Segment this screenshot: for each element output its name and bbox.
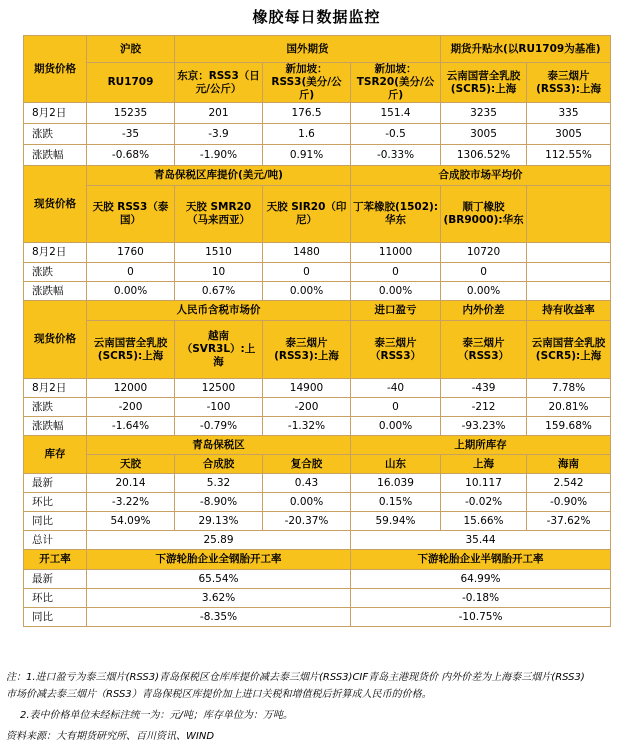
row-label: 同比 xyxy=(24,512,87,531)
cell: -200 xyxy=(263,398,351,417)
table-row xyxy=(24,124,611,145)
row-label: 涨跌 xyxy=(24,398,87,417)
cell: -200 xyxy=(87,398,175,417)
col-header: 云南国营全乳胶(SCR5):上海 xyxy=(527,321,611,379)
qingdao-price-header: 青岛保税区库提价(美元/吨) xyxy=(87,166,351,186)
cell: 15235 xyxy=(87,103,175,124)
col-header: 东京：RSS3（日元/公斤） xyxy=(175,63,263,103)
cell: 20.81% xyxy=(527,398,611,417)
cell: 112.55% xyxy=(527,145,611,166)
col-header: 合成胶 xyxy=(175,455,263,474)
cell: 0.00% xyxy=(441,282,527,301)
table-row xyxy=(24,531,611,550)
row-label: 最新 xyxy=(24,474,87,493)
col-header: 顺丁橡胶(BR9000):华东 xyxy=(441,186,527,243)
empty-header xyxy=(527,186,611,243)
neiwai-header: 内外价差 xyxy=(441,301,527,321)
table-row xyxy=(24,282,611,301)
cell: 159.68% xyxy=(527,417,611,436)
hecheng-price-header: 合成胶市场平均价 xyxy=(351,166,611,186)
cell: -0.18% xyxy=(351,589,611,608)
cell xyxy=(527,243,611,263)
operating-section-label: 开工率 xyxy=(24,550,87,570)
cell: 0.00% xyxy=(263,282,351,301)
cell: 3.62% xyxy=(87,589,351,608)
cell: 12500 xyxy=(175,379,263,398)
cell: 0 xyxy=(263,263,351,282)
note-line-1: 注：1.进口盈亏为泰三烟片(RSS3)青岛保税区仓库库提价减去泰三烟片(RSS3)CIF青岛主港现货价 内外价差为上海泰三烟片(RSS3) xyxy=(6,672,585,683)
cell: 335 xyxy=(527,103,611,124)
guowai-header: 国外期货 xyxy=(175,36,441,63)
cell: 0.00% xyxy=(87,282,175,301)
cell: 151.4 xyxy=(351,103,441,124)
cell: 3235 xyxy=(441,103,527,124)
table-row xyxy=(24,379,611,398)
cell: 1510 xyxy=(175,243,263,263)
data-source: 资料来源：大有期货研究所、百川资讯、WIND xyxy=(6,731,215,742)
row-label: 同比 xyxy=(24,608,87,627)
row-label: 涨跌幅 xyxy=(24,282,87,301)
col-header: 泰三烟片(RSS3):上海 xyxy=(263,321,351,379)
cell: 14900 xyxy=(263,379,351,398)
cell: -0.5 xyxy=(351,124,441,145)
cell: 0 xyxy=(87,263,175,282)
table-row xyxy=(24,512,611,531)
col-header: 新加坡：TSR20(美分/公斤) xyxy=(351,63,441,103)
row-label: 涨跌 xyxy=(24,263,87,282)
cell: -0.02% xyxy=(441,493,527,512)
row-label: 最新 xyxy=(24,570,87,589)
chiyou-header: 持有收益率 xyxy=(527,301,611,321)
cell: -8.90% xyxy=(175,493,263,512)
row-label: 总计 xyxy=(24,531,87,550)
cell: -1.90% xyxy=(175,145,263,166)
cell: -212 xyxy=(441,398,527,417)
cell: 11000 xyxy=(351,243,441,263)
col-header: 山东 xyxy=(351,455,441,474)
col-header: 天胶 RSS3（泰国） xyxy=(87,186,175,243)
cell: 1306.52% xyxy=(441,145,527,166)
row-label: 环比 xyxy=(24,589,87,608)
col-header: 天胶 xyxy=(87,455,175,474)
cell: 1480 xyxy=(263,243,351,263)
cell: -439 xyxy=(441,379,527,398)
cell: -8.35% xyxy=(87,608,351,627)
cell: -10.75% xyxy=(351,608,611,627)
col-header: 丁苯橡胶(1502):华东 xyxy=(351,186,441,243)
cell: 64.99% xyxy=(351,570,611,589)
qingdao-inventory-header: 青岛保税区 xyxy=(87,436,351,455)
cell: -1.32% xyxy=(263,417,351,436)
footnotes xyxy=(6,669,628,745)
rubber-data-table xyxy=(23,35,611,627)
row-label: 涨跌幅 xyxy=(24,145,87,166)
futures-section-label: 期货价格 xyxy=(24,36,87,103)
table-row xyxy=(24,474,611,493)
spot2-section-label: 现货价格 xyxy=(24,301,87,379)
cell: 176.5 xyxy=(263,103,351,124)
col-header: RU1709 xyxy=(87,63,175,103)
cell: -3.9 xyxy=(175,124,263,145)
cell: 7.78% xyxy=(527,379,611,398)
col-header: 复合胶 xyxy=(263,455,351,474)
cell: 1760 xyxy=(87,243,175,263)
cell: 0.91% xyxy=(263,145,351,166)
cell: 0 xyxy=(441,263,527,282)
inventory-section-label: 库存 xyxy=(24,436,87,474)
note-line-3: 2.表中价格单位未经标注统一为：元/吨；库存单位为：万吨。 xyxy=(20,710,293,721)
cell: -1.64% xyxy=(87,417,175,436)
note-line-2: 市场价减去泰三烟片（RSS3）青岛保税区库提价加上进口关税和增值税后折算成人民币的价格。 xyxy=(6,689,432,700)
row-label: 8月2日 xyxy=(24,379,87,398)
cell: -0.90% xyxy=(527,493,611,512)
cell: 1.6 xyxy=(263,124,351,145)
all-steel-header: 下游轮胎企业全钢胎开工率 xyxy=(87,550,351,570)
col-header: 天胶 SIR20（印尼） xyxy=(263,186,351,243)
cell: 0.67% xyxy=(175,282,263,301)
hu-header: 沪胶 xyxy=(87,36,175,63)
cell: 5.32 xyxy=(175,474,263,493)
table-row xyxy=(24,493,611,512)
cell xyxy=(527,263,611,282)
total-qingdao: 25.89 xyxy=(87,531,351,550)
col-header: 泰三烟片（RSS3） xyxy=(351,321,441,379)
table-row xyxy=(24,263,611,282)
cell: 0.43 xyxy=(263,474,351,493)
col-header: 天胶 SMR20（马来西亚） xyxy=(175,186,263,243)
table-row xyxy=(24,398,611,417)
cell: 0.15% xyxy=(351,493,441,512)
cell: 0.00% xyxy=(351,282,441,301)
col-header: 海南 xyxy=(527,455,611,474)
cell: -20.37% xyxy=(263,512,351,531)
cell: -0.68% xyxy=(87,145,175,166)
cell: 16.039 xyxy=(351,474,441,493)
cell: 15.66% xyxy=(441,512,527,531)
cell: 0.00% xyxy=(263,493,351,512)
cell: -3.22% xyxy=(87,493,175,512)
col-header: 新加坡：RSS3(美分/公斤) xyxy=(263,63,351,103)
cell: 0.00% xyxy=(351,417,441,436)
row-label: 环比 xyxy=(24,493,87,512)
row-label: 8月2日 xyxy=(24,243,87,263)
col-header: 云南国营全乳胶(SCR5):上海 xyxy=(87,321,175,379)
col-header: 越南（SVR3L）:上海 xyxy=(175,321,263,379)
cell: -0.79% xyxy=(175,417,263,436)
cell: 10.117 xyxy=(441,474,527,493)
cell: 12000 xyxy=(87,379,175,398)
cell: -40 xyxy=(351,379,441,398)
cell: -100 xyxy=(175,398,263,417)
cell: -37.62% xyxy=(527,512,611,531)
col-header: 泰三烟片(RSS3):上海 xyxy=(527,63,611,103)
cell: 54.09% xyxy=(87,512,175,531)
cell xyxy=(527,282,611,301)
shfe-inventory-header: 上期所库存 xyxy=(351,436,611,455)
table-row xyxy=(24,570,611,589)
cell: -93.23% xyxy=(441,417,527,436)
table-row xyxy=(24,103,611,124)
cell: 3005 xyxy=(441,124,527,145)
cell: 201 xyxy=(175,103,263,124)
table-row xyxy=(24,417,611,436)
shengtie-header: 期货升贴水(以RU1709为基准) xyxy=(441,36,611,63)
col-header: 泰三烟片（RSS3） xyxy=(441,321,527,379)
table-row xyxy=(24,589,611,608)
cell: 65.54% xyxy=(87,570,351,589)
cell: 20.14 xyxy=(87,474,175,493)
spot1-section-label: 现货价格 xyxy=(24,166,87,243)
total-shfe: 35.44 xyxy=(351,531,611,550)
rmb-price-header: 人民币含税市场价 xyxy=(87,301,351,321)
table-row xyxy=(24,145,611,166)
cell: 0 xyxy=(351,263,441,282)
cell: -0.33% xyxy=(351,145,441,166)
cell: 10 xyxy=(175,263,263,282)
page-title: 橡胶每日数据监控 xyxy=(252,8,381,26)
table-row xyxy=(24,243,611,263)
row-label: 涨跌幅 xyxy=(24,417,87,436)
row-label: 涨跌 xyxy=(24,124,87,145)
cell: 2.542 xyxy=(527,474,611,493)
col-header: 云南国营全乳胶(SCR5):上海 xyxy=(441,63,527,103)
semi-steel-header: 下游轮胎企业半钢胎开工率 xyxy=(351,550,611,570)
col-header: 上海 xyxy=(441,455,527,474)
cell: 29.13% xyxy=(175,512,263,531)
cell: 0 xyxy=(351,398,441,417)
table-row xyxy=(24,608,611,627)
cell: -35 xyxy=(87,124,175,145)
cell: 3005 xyxy=(527,124,611,145)
jinkou-header: 进口盈亏 xyxy=(351,301,441,321)
cell: 59.94% xyxy=(351,512,441,531)
cell: 10720 xyxy=(441,243,527,263)
row-label: 8月2日 xyxy=(24,103,87,124)
